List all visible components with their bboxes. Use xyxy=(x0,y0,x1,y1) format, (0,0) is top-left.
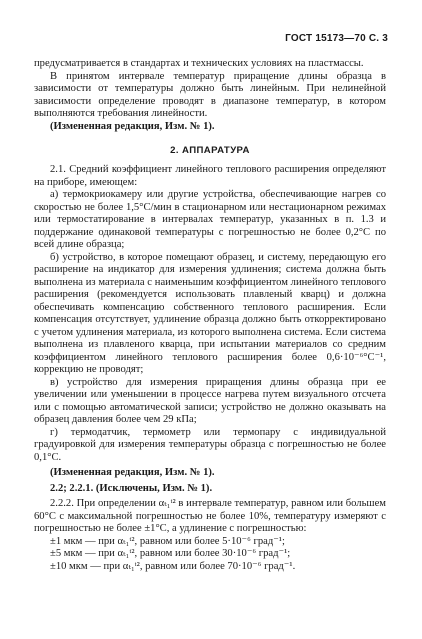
document-body xyxy=(34,58,386,573)
clause-2-1-v: в) устройство для измерения приращения длины образца при ее увеличении или уменьшении в процессе нагрева путем визуального отсчета или с помощью автоматической записи; устройство не должно оказывать на образец давления более чем 29 кПа; xyxy=(34,376,386,426)
section-title: 2. АППАРАТУРА xyxy=(170,145,250,156)
clause-2-2-2: 2.2.2. При определении αₜ₁ᵗ² в интервале температур, равном или большем 60°С с максимальной погрешностью не более 10%, температуру измеряют с погрешностью не более ±1°С, а удлинение с погрешностью: xyxy=(34,498,386,535)
amendment-note: (Измененная редакция, Изм. № 1). xyxy=(50,120,215,132)
excluded-clauses: 2.2; 2.2.1. (Исключены, Изм. № 1). xyxy=(50,482,213,494)
tolerance-line: ±10 мкм — при αₜ₁ᵗ², равном или более 70·10⁻⁶ град⁻¹. xyxy=(50,560,296,572)
paragraph-linearity: В принятом интервале температур приращение длины образца в зависимости от температуры должно быть линейным. При нелинейной зависимости определение проводят в диапазоне температур, в котором выполняются требования линейности. xyxy=(34,70,386,119)
amendment-note-2: (Измененная редакция, Изм. № 1). xyxy=(50,467,215,479)
clause-2-1: 2.1. Средний коэффициент линейного теплового расширения определяют на приборе, имеющем: xyxy=(34,164,386,188)
clause-2-1-b: б) устройство, в которое помещают образец, и систему, передающую его расширение на индикатор для измерения удлинения; система должна быть выполнена из материала с наименьшим коэффициентом линейного теплового расширения (рекомендуется использовать плавленый кварц) и должна обеспечивать компенсацию собственного теплового расширения. Если компенсация отсутствует, удлинение образца должно быть откорректировано с учетом удлинения материала, из которого выполнена система. Если система выполнена из плавленого кварца, при испытании материалов со средним коэффициентом линейного теплового расширения более 0,6·10⁻⁶°С⁻¹, коррекцию не проводят; xyxy=(34,251,386,376)
tolerance-line: ±5 мкм — при αₜ₁ᵗ², равном или более 30·10⁻⁶ град⁻¹; xyxy=(50,548,291,560)
standard-header: ГОСТ 15173—70 С. 3 xyxy=(285,33,388,44)
paragraph-continuation: предусматривается в стандартах и технических условиях на пластмассы. xyxy=(34,58,364,69)
clause-2-1-a: а) термокриокамеру или другие устройства, обеспечивающие нагрев со скоростью не более 1,5°С/мин в стационарном или нестационарном режимах или термостатирование в интервалах температур, указанных в п. 1.3 и поддержание одинаковой температуры с погрешностью не более 0,2°С по всей длине образца; xyxy=(34,189,386,251)
clause-2-1-g: г) термодатчик, термометр или термопару с индивидуальной градуировкой для измерения температуры образца с погрешностью не более 0,1°С. xyxy=(34,426,386,463)
tolerance-line: ±1 мкм — при αₜ₁ᵗ², равном или более 5·10⁻⁶ град⁻¹; xyxy=(50,535,285,547)
